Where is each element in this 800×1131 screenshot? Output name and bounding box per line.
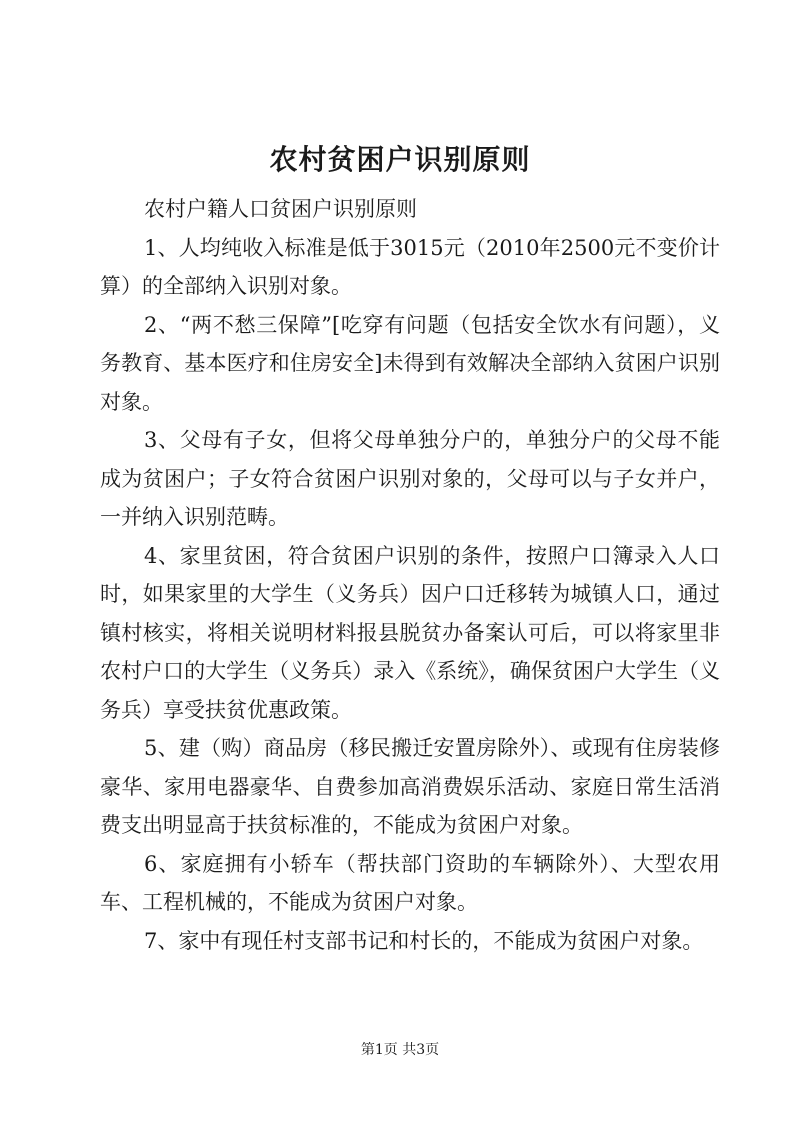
paragraph-rule-5: 5、建（购）商品房（移民搬迁安置房除外）、或现有住房装修豪华、家用电器豪华、自费参加高消费娱乐活动、家庭日常生活消费支出明显高于扶贫标准的，不能成为贫困户对象。 <box>100 736 720 837</box>
paragraph-rule-6: 6、家庭拥有小轿车（帮扶部门资助的车辆除外）、大型农用车、工程机械的，不能成为贫困户对象。 <box>100 851 720 914</box>
paragraph-rule-2: 2、“两不愁三保障”[吃穿有问题（包括安全饮水有问题），义务教育、基本医疗和住房安全]未得到有效解决全部纳入贫困户识别对象。 <box>100 312 720 414</box>
paragraph-rule-1: 1、人均纯收入标准是低于3015元（2010年2500元不变价计算）的全部纳入识别对象。 <box>100 235 720 298</box>
page-number-footer: 第1页 共3页 <box>360 1042 440 1058</box>
document-body <box>100 190 720 960</box>
paragraph-rule-3: 3、父母有子女，但将父母单独分户的，单独分户的父母不能成为贫困户；子女符合贫困户识别对象的，父母可以与子女并户，一并纳入识别范畴。 <box>100 428 720 529</box>
paragraph-heading: 农村户籍人口贫困户识别原则 <box>144 197 417 221</box>
document-title: 农村贫困户识别原则 <box>269 143 531 176</box>
paragraph-rule-7: 7、家中有现任村支部书记和村长的，不能成为贫困户对象。 <box>144 928 704 953</box>
paragraph-rule-4: 4、家里贫困，符合贫困户识别的条件，按照户口簿录入人口时，如果家里的大学生（义务兵）因户口迁移转为城镇人口，通过镇村核实，将相关说明材料报县脱贫办备案认可后，可以将家里非农村户口的大学生（义务兵）录入《系统》，确保贫困户大学生（义务兵）享受扶贫优惠政策。 <box>100 543 720 722</box>
